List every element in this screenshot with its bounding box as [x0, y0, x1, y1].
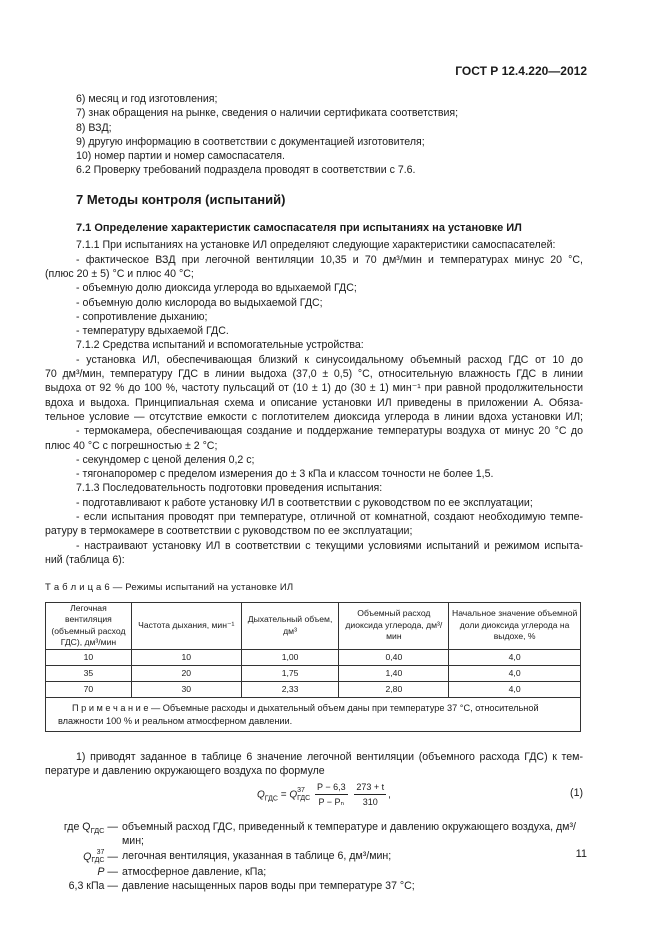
table-cell: 2,33	[241, 681, 339, 697]
column-header: Дыхательный объем, дм³	[241, 602, 339, 649]
list-item: 6) месяц и год изготовления;	[76, 93, 218, 105]
paragraph-7-1-2: 7.1.2 Средства испытаний и вспомогательные устройства:	[76, 339, 364, 352]
paragraph-line: вдоха и выдоха. Принципиальная схема и описание установки ИЛ приведены в приложении А. Обяза-	[45, 396, 583, 409]
definition-item	[45, 879, 583, 893]
table-row	[46, 649, 581, 665]
formula-fraction	[315, 780, 348, 810]
definition-item	[45, 865, 583, 879]
term-dash: —	[104, 850, 118, 863]
formula-definitions	[45, 820, 583, 893]
list-item: - сопротивление дыханию;	[76, 310, 208, 323]
table-header-row	[46, 602, 581, 649]
table-cell: 2,80	[339, 681, 449, 697]
table-caption: Т а б л и ц а 6 — Режимы испытаний на установке ИЛ	[45, 582, 294, 594]
term-symbol: 6,3 кПа	[68, 879, 105, 892]
paragraph-6-2: 6.2 Проверку требований подраздела проводят в соответствии с 7.6.	[76, 164, 416, 177]
definition-term	[45, 879, 118, 893]
definition-text: атмосферное давление, кПа;	[122, 865, 267, 878]
table-row	[46, 665, 581, 681]
term-dash: —	[104, 821, 118, 834]
definition-term	[45, 865, 118, 879]
list-item: 8) ВЗД;	[76, 121, 112, 134]
table-cell: 4,0	[449, 649, 581, 665]
paragraph-line: плюс 40 °С с погрешностью ± 2 °С;	[45, 439, 218, 452]
formula-superscript: 37	[297, 786, 305, 794]
definition-text: давление насыщенных паров воды при температуре 37 °С;	[122, 879, 415, 892]
fraction-denominator: P − Pₙ	[318, 797, 345, 808]
page-body	[45, 92, 583, 893]
formula-symbol: Q	[257, 789, 265, 801]
column-header: Частота дыхания, мин⁻¹	[131, 602, 241, 649]
list-item: 9) другую информацию в соответствии с документацией изготовителя;	[76, 135, 425, 148]
table-note	[46, 697, 581, 731]
section-heading-7: 7 Методы контроля (испытаний)	[76, 191, 286, 207]
paragraph-line: - настраивают установку ИЛ в соответствии с текущими условиями испытаний и режимом испыта-	[76, 539, 583, 552]
paragraph-line: - фактическое ВЗД при легочной вентиляции 10,35 и 70 дм³/мин и температурах минус 20 °С,	[76, 253, 583, 266]
table-row	[46, 681, 581, 697]
table-cell: 30	[131, 681, 241, 697]
paragraph-line: - термокамера, обеспечивающая создание и поддержание температуры воздуха от минус 20 °С до	[76, 425, 583, 438]
term-symbol: P	[97, 865, 105, 878]
paragraph-line: тельное условие — отсутствие емкости с поглотителем диоксида углерода в линии вдоха установки ИЛ;	[45, 410, 583, 423]
list-item: - объемную долю кислорода во выдыхаемой ГДС;	[76, 296, 323, 309]
column-header: Начальное значение объемной доли диоксида углерода на выдохе, %	[449, 602, 581, 649]
paragraph-7-1-3: 7.1.3 Последовательность подготовки проведения испытания:	[76, 482, 383, 495]
table-note-row	[46, 697, 581, 731]
list-item: - секундомер с ценой деления 0,2 с;	[76, 453, 255, 466]
column-header: Объемный расход диоксида углерода, дм³/мин	[339, 602, 449, 649]
paragraph-line: - установка ИЛ, обеспечивающая близкий к синусоидальному объемный расход ГДС от 10 до	[76, 353, 583, 366]
table-cell: 70	[46, 681, 132, 697]
fraction-denominator: 310	[362, 797, 378, 808]
list-item: - температуру вдыхаемой ГДС.	[76, 325, 229, 338]
definition-term	[45, 820, 118, 849]
table-cell: 35	[46, 665, 132, 681]
formula-number: (1)	[570, 787, 583, 800]
table-cell: 1,40	[339, 665, 449, 681]
fraction-numerator: 273 + t	[354, 780, 386, 795]
paragraph-line: (плюс 20 ± 5) °С и плюс 40 °С;	[45, 267, 194, 280]
term-superscript: 37	[96, 848, 105, 856]
paragraph-line: ний (таблица 6):	[45, 553, 125, 566]
table-cell: 1,00	[241, 649, 339, 665]
term-subscript: ГДС	[90, 826, 105, 836]
definition-item	[45, 849, 583, 865]
table-cell: 4,0	[449, 681, 581, 697]
table-cell: 4,0	[449, 665, 581, 681]
paragraph-line: - если испытания проводят при температуре, отличной от комнатной, создают необходимую темпе-	[76, 511, 583, 524]
formula-1	[45, 780, 583, 816]
formula-body	[257, 780, 391, 810]
page-number: 11	[575, 848, 587, 860]
formula-subscript: ГДС	[297, 794, 311, 802]
definition-text: объемный расход ГДС, приведенный к температуре и давлению окружающего воздуха, дм³/мин;	[122, 821, 576, 848]
column-header: Легочная вентиляция (объемный расход ГДС), дм³/мин	[46, 602, 132, 649]
paragraph-line: выдоха от 92 % до 100 %, частоту пульсаций от (10 ± 1) до (30 ± 1) мин⁻¹ при равной продолжительности	[45, 382, 583, 395]
list-item: - объемную долю диоксида углерода во вдыхаемой ГДС;	[76, 282, 357, 295]
definition-item	[45, 820, 583, 849]
test-modes-table	[45, 602, 581, 732]
table-cell: 1,75	[241, 665, 339, 681]
list-item: - тягонапоромер с пределом измерения до ± 3 кПа и классом точности не более 1,5.	[76, 468, 494, 481]
formula-equals: =	[280, 789, 287, 801]
table-cell: 10	[46, 649, 132, 665]
document-code: ГОСТ Р 12.4.220—2012	[455, 64, 587, 78]
list-item: 10) номер партии и номер самоспасателя.	[76, 150, 285, 163]
paragraph-line: пературе и давлению окружающего воздуха по формуле	[45, 764, 325, 777]
paragraph-line: 70 дм³/мин, температуру ГДС в линии выдоха (37,0 ± 0,5) °С, относительную влажность ГДС в линии	[45, 368, 583, 381]
definition-text: легочная вентиляция, указанная в таблице 6, дм³/мин;	[122, 849, 392, 862]
table-cell: 0,40	[339, 649, 449, 665]
paragraph-7-1-1: 7.1.1 При испытаниях на установке ИЛ определяют следующие характеристики самоспасателей:	[76, 239, 556, 252]
term-dash: —	[104, 879, 118, 892]
term-subscript: ГДС	[91, 856, 105, 864]
list-item: - подготавливают к работе установку ИЛ в соответствии с руководством по ее эксплуатации;	[76, 496, 533, 509]
formula-fraction	[354, 780, 386, 810]
table-note-line: влажности 100 % и реальном атмосферном давлении.	[58, 715, 293, 726]
formula-symbol: Q	[289, 789, 298, 801]
paragraph-line: 1) приводят заданное в таблице 6 значение легочной вентиляции (объемного расхода ГДС) к тем-	[76, 750, 583, 763]
paragraph-line: ратуру в термокамере в соответствии с руководством по ее эксплуатации;	[45, 525, 413, 538]
term-symbol: где Q	[63, 821, 91, 834]
subsection-heading-7-1: 7.1 Определение характеристик самоспасателя при испытаниях на установке ИЛ	[76, 222, 522, 235]
definition-term	[45, 849, 118, 865]
fraction-numerator: P − 6,3	[315, 780, 348, 795]
list-item: 7) знак обращения на рынке, сведения о наличии сертификата соответствия;	[76, 107, 459, 120]
term-dash: —	[104, 865, 118, 878]
table-cell: 20	[131, 665, 241, 681]
formula-punctuation: ,	[388, 789, 391, 801]
table-cell: 10	[131, 649, 241, 665]
table-note-line: П р и м е ч а н и е — Объемные расходы и дыхательный объем даны при температуре 37 °С, относительной	[72, 702, 539, 713]
term-symbol: Q	[83, 850, 92, 863]
formula-subscript: ГДС	[264, 795, 278, 803]
